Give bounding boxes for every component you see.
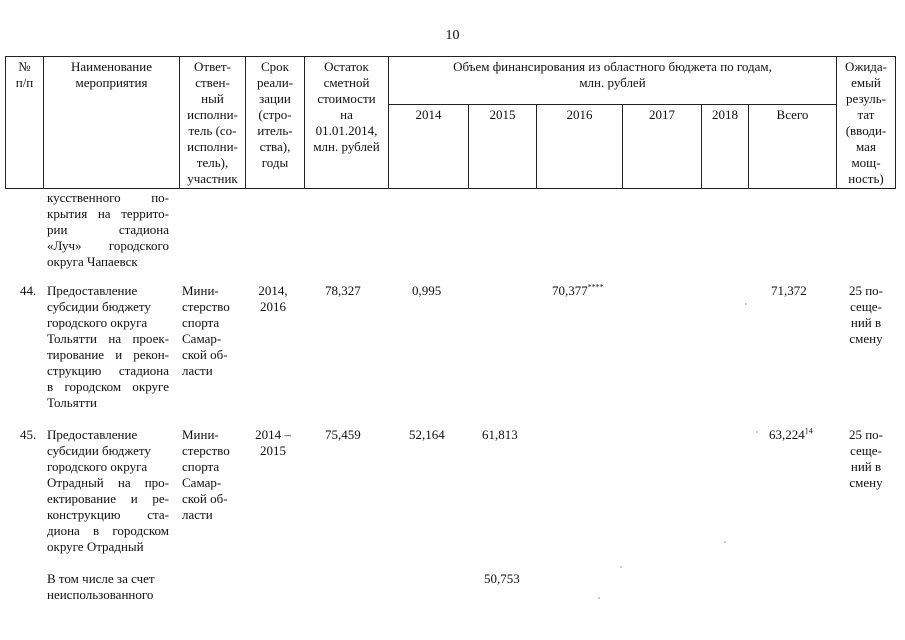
result-line: смену <box>849 475 883 490</box>
row-45-term <box>251 427 295 459</box>
term-line: 2016 <box>260 299 286 314</box>
row-name-line: конструкцию ста- <box>47 507 169 522</box>
row-name-line: субсидии бюджету <box>47 443 151 458</box>
result-line: сеще- <box>850 443 882 458</box>
result-line: ний в <box>850 315 882 330</box>
row-45-total <box>769 427 813 443</box>
row-44-2016-value: 70,377 <box>552 283 588 298</box>
executor-line: стерство <box>182 443 230 458</box>
header-year-2016: 2016 <box>537 105 623 189</box>
row-44-term <box>251 283 295 315</box>
result-line: 25 по- <box>848 283 884 298</box>
row-name-line: городского округа <box>47 315 148 330</box>
scan-speck <box>756 431 758 433</box>
row-44-2014: 0,995 <box>412 283 442 298</box>
row-45-2015: 61,813 <box>482 427 518 442</box>
header-remaining-cost: Остаток сметной стоимости на 01.01.2014, млн. рублей <box>305 57 389 189</box>
row-name-line: Предоставление <box>47 283 138 298</box>
header-year-2014: 2014 <box>389 105 469 189</box>
row-name-line: Тольятти на проек- <box>47 331 169 346</box>
executor-line: ласти <box>182 507 213 522</box>
header-year-2017: 2017 <box>623 105 702 189</box>
executor-line: ласти <box>182 363 213 378</box>
executor-line: Самар- <box>182 331 222 346</box>
term-line: 2015 <box>260 443 286 458</box>
continuation-line: крытия на террито- <box>47 206 169 221</box>
header-term: Срок реали- зации (стро- итель- ства), годы <box>246 57 305 189</box>
executor-line: спорта <box>182 459 220 474</box>
table-header <box>5 56 896 189</box>
scan-speck <box>598 597 600 599</box>
row-45-name <box>47 427 169 555</box>
header-year-2015: 2015 <box>469 105 537 189</box>
row-name-line: Предоставление <box>47 427 138 442</box>
header-result: Ожида- емый резуль- тат (вводи- мая мощ- ность) <box>837 57 896 189</box>
header-num: № п/п <box>6 57 44 189</box>
continuation-line: «Луч» городского <box>47 238 169 253</box>
row-45-num: 45. <box>20 427 37 442</box>
footer-line: неиспользованного <box>47 587 154 602</box>
row-name-line: городского округа <box>47 459 148 474</box>
row-name-line: в городском округе <box>47 379 169 394</box>
term-line: 2014, <box>258 283 288 298</box>
header-name: Наименование мероприятия <box>44 57 180 189</box>
executor-line: ской об- <box>182 491 228 506</box>
executor-line: Мини- <box>182 283 219 298</box>
footer-line: В том числе за счет <box>47 571 155 586</box>
footer-row-2015: 50,753 <box>484 571 520 586</box>
row-name-line: диона в городском <box>47 523 169 538</box>
row-name-line: Отрадный на про- <box>47 475 169 490</box>
row-44-2016-footnote: **** <box>587 282 604 292</box>
header-year-2018: 2018 <box>702 105 749 189</box>
row-45-executor <box>182 427 244 523</box>
scan-speck <box>745 303 747 305</box>
row-name-line: струкцию стадиона <box>47 363 169 378</box>
row-44-remaining-cost: 78,327 <box>325 283 361 298</box>
header-total: Всего <box>749 105 837 189</box>
footer-row-name <box>47 571 177 603</box>
executor-line: Мини- <box>182 427 219 442</box>
executor-line: стерство <box>182 299 230 314</box>
continuation-name <box>47 190 169 270</box>
row-45-total-footnote: 14 <box>804 426 813 436</box>
row-44-2016 <box>552 283 604 299</box>
header-executor: Ответ- ствен- ный исполни- тель (со- исполни- тель), участник <box>180 57 246 189</box>
result-line: сеще- <box>850 299 882 314</box>
row-44-result <box>838 283 894 347</box>
row-45-total-value: 63,224 <box>769 427 805 442</box>
row-name-line: субсидии бюджету <box>47 299 151 314</box>
result-line: смену <box>849 331 883 346</box>
scan-speck <box>620 566 622 568</box>
row-45-result <box>838 427 894 491</box>
executor-line: ской об- <box>182 347 228 362</box>
row-name-line: округе Отрадный <box>47 539 144 554</box>
term-line: 2014 – <box>255 427 291 442</box>
executor-line: Самар- <box>182 475 222 490</box>
page-number: 10 <box>445 28 460 43</box>
executor-line: спорта <box>182 315 220 330</box>
continuation-line: округа Чапаевск <box>47 254 138 269</box>
row-45-remaining-cost: 75,459 <box>325 427 361 442</box>
row-name-line: ектирование и ре- <box>47 491 169 506</box>
scan-speck <box>724 541 726 543</box>
row-44-num: 44. <box>20 283 37 298</box>
row-44-total: 71,372 <box>771 283 807 298</box>
row-name-line: тирование и рекон- <box>47 347 169 362</box>
result-line: ний в <box>850 459 882 474</box>
result-line: 25 по- <box>848 427 884 442</box>
row-name-line: Тольятти <box>47 395 98 410</box>
row-44-executor <box>182 283 244 379</box>
continuation-line: кусственного по- <box>47 190 169 205</box>
continuation-line: рии стадиона <box>47 222 169 237</box>
row-44-name <box>47 283 169 411</box>
header-financing: Объем финансирования из областного бюджета по годам, млн. рублей <box>389 57 837 105</box>
row-45-2014: 52,164 <box>409 427 445 442</box>
